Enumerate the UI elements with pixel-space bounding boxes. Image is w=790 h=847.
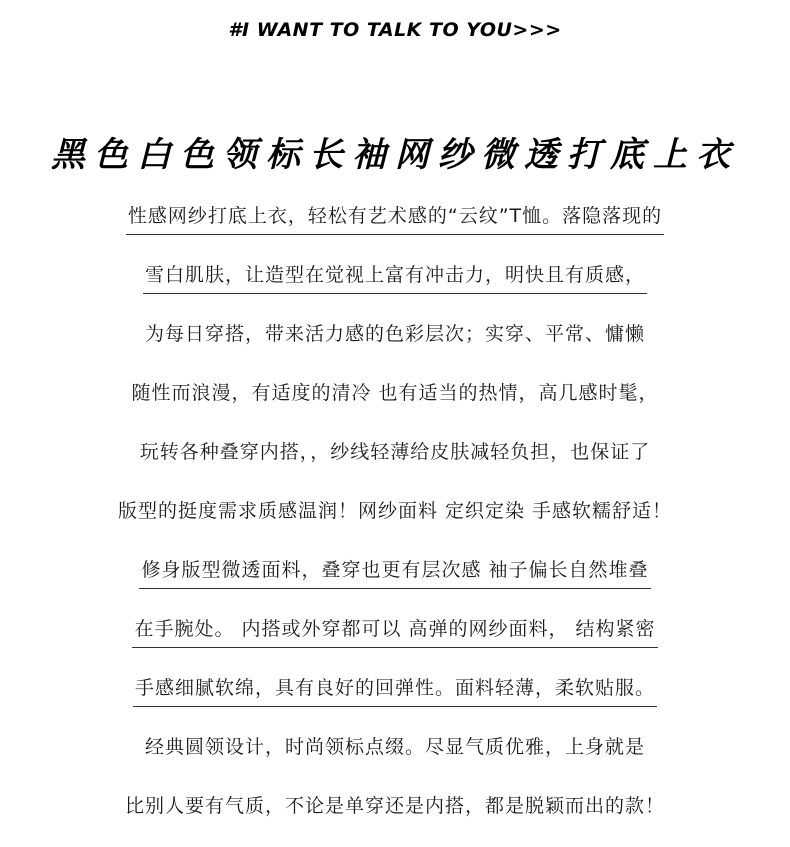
description-line xyxy=(0,729,790,788)
description-block xyxy=(0,198,790,847)
description-line xyxy=(0,788,790,847)
header-tagline: #I WANT TO TALK TO YOU>>> xyxy=(228,19,562,41)
description-line xyxy=(0,257,790,316)
description-line-text: 随性而浪漫，有适度的清冷 也有适当的热情，高几感时髦， xyxy=(131,382,659,404)
description-line-text: 玩转各种叠穿内搭，，纱线轻薄给皮肤减轻负担，也保证了 xyxy=(139,441,651,463)
description-line xyxy=(0,611,790,670)
description-line-text: 性感网纱打底上衣，轻松有艺术感的“云纹”T恤。落隐落现的 xyxy=(126,198,664,235)
description-line xyxy=(0,375,790,434)
description-line-text: 在手腕处。 内搭或外穿都可以 高弹的网纱面料， 结构紧密 xyxy=(132,611,657,648)
description-line xyxy=(0,493,790,552)
description-line xyxy=(0,316,790,375)
description-line-text: 版型的挺度需求质感温润！网纱面料 定织定染 手感软糯舒适！ xyxy=(117,500,673,522)
product-title: 黑色白色领标长袖网纱微透打底上衣 xyxy=(51,135,739,175)
description-line xyxy=(0,434,790,493)
description-line xyxy=(0,552,790,611)
description-line xyxy=(0,670,790,729)
description-line-text: 修身版型微透面料，叠穿也更有层次感 袖子偏长自然堆叠 xyxy=(139,552,650,589)
description-line-text: 手感细腻软绵，具有良好的回弹性。面料轻薄，柔软贴服。 xyxy=(133,670,657,707)
description-line-text: 雪白肌肤，让造型在觉视上富有冲击力，明快且有质感， xyxy=(143,257,647,294)
description-line-text: 为每日穿搭，带来活力感的色彩层次；实穿、平常、慵懒 xyxy=(144,323,645,345)
description-line xyxy=(0,198,790,257)
description-line-text: 比别人要有气质，不论是单穿还是内搭，都是脱颖而出的款！ xyxy=(124,795,665,817)
description-line-text: 经典圆领设计，时尚领标点缀。尽显气质优雅，上身就是 xyxy=(144,736,645,758)
